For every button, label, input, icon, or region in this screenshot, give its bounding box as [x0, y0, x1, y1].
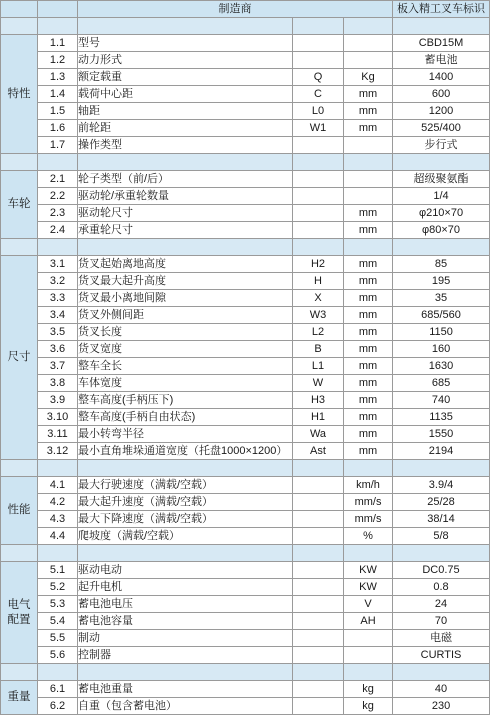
table-row — [1, 188, 490, 205]
separator-cell — [393, 18, 490, 35]
table-row — [1, 528, 490, 545]
separator-cell — [78, 545, 293, 562]
spec-symbol — [293, 137, 344, 154]
category-cell — [1, 171, 38, 239]
row-number: 3.4 — [38, 307, 78, 324]
spec-symbol — [293, 647, 344, 664]
spec-value: 0.8 — [393, 579, 490, 596]
row-number: 2.4 — [38, 222, 78, 239]
spec-value: 1135 — [393, 409, 490, 426]
table-row — [1, 681, 490, 698]
row-number: 5.3 — [38, 596, 78, 613]
spec-symbol — [293, 494, 344, 511]
spec-symbol — [293, 596, 344, 613]
separator-cell — [38, 664, 78, 681]
separator-cell — [38, 18, 78, 35]
category-cell — [1, 562, 38, 664]
separator-cell — [38, 460, 78, 477]
spec-symbol — [293, 698, 344, 715]
table-row — [1, 69, 490, 86]
spec-name: 货叉起始离地高度 — [78, 256, 293, 273]
spec-symbol: Ast — [293, 443, 344, 460]
spec-unit: mm/s — [344, 494, 393, 511]
spec-name: 驱动轮/承重轮数量 — [78, 188, 293, 205]
spec-value: 步行式 — [393, 137, 490, 154]
table-row — [1, 120, 490, 137]
separator-cell — [78, 18, 293, 35]
table-row — [1, 698, 490, 715]
row-number: 5.4 — [38, 613, 78, 630]
spec-value: 160 — [393, 341, 490, 358]
spec-value: 电磁 — [393, 630, 490, 647]
spec-unit: kg — [344, 698, 393, 715]
separator-cell — [344, 545, 393, 562]
spec-value: 525/400 — [393, 120, 490, 137]
row-number: 3.8 — [38, 375, 78, 392]
table-row — [1, 205, 490, 222]
spec-symbol: W1 — [293, 120, 344, 137]
table-row — [1, 341, 490, 358]
spec-value: 24 — [393, 596, 490, 613]
table-row — [1, 137, 490, 154]
separator-cell — [1, 664, 38, 681]
spec-unit: mm — [344, 273, 393, 290]
category-label: 特性 — [7, 87, 31, 100]
spec-unit: mm — [344, 290, 393, 307]
spec-name: 整车全长 — [78, 358, 293, 375]
separator-cell — [1, 545, 38, 562]
spec-name: 整车高度(手柄压下) — [78, 392, 293, 409]
spec-unit: mm — [344, 375, 393, 392]
spec-symbol: W3 — [293, 307, 344, 324]
spec-value: 蓄电池 — [393, 52, 490, 69]
spec-symbol — [293, 562, 344, 579]
row-number: 3.10 — [38, 409, 78, 426]
separator-cell — [78, 154, 293, 171]
spec-value: 1400 — [393, 69, 490, 86]
spec-symbol: H3 — [293, 392, 344, 409]
spec-value: 1/4 — [393, 188, 490, 205]
spec-name: 前轮距 — [78, 120, 293, 137]
section-separator — [1, 664, 490, 681]
spec-value: 超级聚氨酯 — [393, 171, 490, 188]
row-number: 1.6 — [38, 120, 78, 137]
spec-unit — [344, 630, 393, 647]
spec-value: φ80×70 — [393, 222, 490, 239]
separator-cell — [293, 154, 344, 171]
row-number: 3.1 — [38, 256, 78, 273]
spec-value: 1150 — [393, 324, 490, 341]
spec-symbol — [293, 528, 344, 545]
category-cell — [1, 35, 38, 154]
spec-name: 爬坡度（满载/空载） — [78, 528, 293, 545]
category-label: 电气配置 — [7, 598, 31, 626]
spec-unit: mm — [344, 222, 393, 239]
spec-name: 最小转弯半径 — [78, 426, 293, 443]
row-number: 4.2 — [38, 494, 78, 511]
spec-unit: mm — [344, 86, 393, 103]
table-row — [1, 494, 490, 511]
row-number: 3.3 — [38, 290, 78, 307]
table-row — [1, 273, 490, 290]
spec-value: 35 — [393, 290, 490, 307]
spec-symbol: H1 — [293, 409, 344, 426]
spec-value: 740 — [393, 392, 490, 409]
table-row — [1, 307, 490, 324]
table-row — [1, 375, 490, 392]
spec-symbol: C — [293, 86, 344, 103]
spec-symbol: L2 — [293, 324, 344, 341]
table-row — [1, 647, 490, 664]
category-cell — [1, 681, 38, 715]
separator-cell — [78, 664, 293, 681]
spec-name: 驱动轮尺寸 — [78, 205, 293, 222]
spec-name: 最大下降速度（满载/空载） — [78, 511, 293, 528]
spec-value: 685 — [393, 375, 490, 392]
spec-unit: mm/s — [344, 511, 393, 528]
table-row — [1, 392, 490, 409]
section-separator — [1, 545, 490, 562]
spec-symbol — [293, 613, 344, 630]
separator-cell — [344, 18, 393, 35]
spec-name: 货叉宽度 — [78, 341, 293, 358]
header-row — [1, 1, 490, 18]
spec-symbol — [293, 579, 344, 596]
spec-value: CURTIS — [393, 647, 490, 664]
spec-name: 蓄电池容量 — [78, 613, 293, 630]
spec-symbol — [293, 35, 344, 52]
row-number: 1.5 — [38, 103, 78, 120]
spec-unit: KW — [344, 562, 393, 579]
spec-name: 动力形式 — [78, 52, 293, 69]
table-row — [1, 171, 490, 188]
header-cell-empty — [1, 1, 38, 18]
spec-table-body — [1, 1, 490, 715]
table-row — [1, 35, 490, 52]
spec-unit: % — [344, 528, 393, 545]
spec-name: 货叉外侧间距 — [78, 307, 293, 324]
separator-cell — [78, 239, 293, 256]
spec-name: 控制器 — [78, 647, 293, 664]
separator-cell — [344, 664, 393, 681]
spec-value: CBD15M — [393, 35, 490, 52]
spec-name: 自重（包含蓄电池） — [78, 698, 293, 715]
table-row — [1, 324, 490, 341]
spec-unit — [344, 52, 393, 69]
spec-name: 额定载重 — [78, 69, 293, 86]
table-row — [1, 426, 490, 443]
spec-name: 操作类型 — [78, 137, 293, 154]
separator-cell — [344, 154, 393, 171]
spec-symbol — [293, 477, 344, 494]
row-number: 5.5 — [38, 630, 78, 647]
separator-cell — [1, 154, 38, 171]
spec-unit: mm — [344, 256, 393, 273]
separator-cell — [293, 18, 344, 35]
spec-unit: mm — [344, 307, 393, 324]
table-row — [1, 579, 490, 596]
spec-name: 承重轮尺寸 — [78, 222, 293, 239]
spec-unit: mm — [344, 426, 393, 443]
spec-symbol: H — [293, 273, 344, 290]
table-row — [1, 596, 490, 613]
spec-symbol — [293, 171, 344, 188]
separator-cell — [1, 18, 38, 35]
spec-name: 货叉最小离地间隙 — [78, 290, 293, 307]
spec-name: 型号 — [78, 35, 293, 52]
spec-symbol: W — [293, 375, 344, 392]
spec-unit: mm — [344, 443, 393, 460]
spec-symbol — [293, 681, 344, 698]
separator-cell — [38, 545, 78, 562]
category-label: 性能 — [7, 504, 31, 516]
row-number: 4.4 — [38, 528, 78, 545]
separator-cell — [393, 460, 490, 477]
spec-name: 制动 — [78, 630, 293, 647]
separator-cell — [393, 239, 490, 256]
separator-cell — [293, 545, 344, 562]
table-row — [1, 409, 490, 426]
spec-value: φ210×70 — [393, 205, 490, 222]
row-number: 1.3 — [38, 69, 78, 86]
spec-symbol: Q — [293, 69, 344, 86]
table-row — [1, 52, 490, 69]
header-cell-empty — [38, 1, 78, 18]
spec-value: 1630 — [393, 358, 490, 375]
section-separator — [1, 239, 490, 256]
spec-value: 230 — [393, 698, 490, 715]
spec-symbol: X — [293, 290, 344, 307]
category-cell — [1, 256, 38, 460]
spec-unit: mm — [344, 103, 393, 120]
spec-unit: mm — [344, 120, 393, 137]
table-row — [1, 443, 490, 460]
spec-value: 38/14 — [393, 511, 490, 528]
spec-symbol — [293, 511, 344, 528]
spec-name: 起升电机 — [78, 579, 293, 596]
spec-value: 1550 — [393, 426, 490, 443]
spec-unit: mm — [344, 409, 393, 426]
spec-value: 600 — [393, 86, 490, 103]
spec-value: 195 — [393, 273, 490, 290]
spec-name: 最大行驶速度（满载/空载） — [78, 477, 293, 494]
spec-unit: AH — [344, 613, 393, 630]
table-row — [1, 630, 490, 647]
spec-unit — [344, 647, 393, 664]
header-manufacturer: 制造商 — [78, 1, 393, 18]
section-separator — [1, 460, 490, 477]
separator-cell — [393, 545, 490, 562]
spec-name: 蓄电池重量 — [78, 681, 293, 698]
spec-symbol: L1 — [293, 358, 344, 375]
row-number: 3.9 — [38, 392, 78, 409]
spec-value: 1200 — [393, 103, 490, 120]
spec-unit: mm — [344, 341, 393, 358]
table-row — [1, 613, 490, 630]
spec-name: 最大起升速度（满载/空载） — [78, 494, 293, 511]
separator-cell — [293, 664, 344, 681]
spec-symbol — [293, 205, 344, 222]
spec-value: 2194 — [393, 443, 490, 460]
spec-name: 蓄电池电压 — [78, 596, 293, 613]
spec-unit — [344, 137, 393, 154]
section-separator — [1, 18, 490, 35]
row-number: 2.2 — [38, 188, 78, 205]
spec-value: 40 — [393, 681, 490, 698]
spec-name: 驱动电动 — [78, 562, 293, 579]
row-number: 2.1 — [38, 171, 78, 188]
spec-value: 685/560 — [393, 307, 490, 324]
spec-unit: mm — [344, 324, 393, 341]
table-row — [1, 562, 490, 579]
row-number: 3.7 — [38, 358, 78, 375]
spec-name: 货叉长度 — [78, 324, 293, 341]
spec-name: 整车高度(手柄自由状态) — [78, 409, 293, 426]
separator-cell — [1, 460, 38, 477]
row-number: 1.1 — [38, 35, 78, 52]
spec-value: 25/28 — [393, 494, 490, 511]
table-row — [1, 256, 490, 273]
row-number: 1.7 — [38, 137, 78, 154]
spec-value: 3.9/4 — [393, 477, 490, 494]
spec-value: 70 — [393, 613, 490, 630]
spec-name: 货叉最大起升高度 — [78, 273, 293, 290]
spec-symbol: L0 — [293, 103, 344, 120]
header-model-id: 板入精工叉车标识 — [393, 1, 490, 18]
spec-unit: km/h — [344, 477, 393, 494]
spec-unit — [344, 188, 393, 205]
row-number: 3.11 — [38, 426, 78, 443]
category-label: 重量 — [7, 691, 31, 703]
spec-name: 最小直角堆垛通道宽度（托盘1000×1200） — [78, 443, 293, 460]
table-row — [1, 290, 490, 307]
spec-value: 5/8 — [393, 528, 490, 545]
spec-unit: kg — [344, 681, 393, 698]
row-number: 1.2 — [38, 52, 78, 69]
table-row — [1, 477, 490, 494]
spec-value: DC0.75 — [393, 562, 490, 579]
spec-unit — [344, 35, 393, 52]
separator-cell — [344, 460, 393, 477]
row-number: 5.1 — [38, 562, 78, 579]
separator-cell — [344, 239, 393, 256]
row-number: 4.3 — [38, 511, 78, 528]
row-number: 6.2 — [38, 698, 78, 715]
separator-cell — [293, 239, 344, 256]
spec-symbol — [293, 188, 344, 205]
section-separator — [1, 154, 490, 171]
row-number: 3.5 — [38, 324, 78, 341]
category-label: 车轮 — [7, 198, 31, 210]
separator-cell — [293, 460, 344, 477]
table-row — [1, 103, 490, 120]
row-number: 4.1 — [38, 477, 78, 494]
row-number: 3.2 — [38, 273, 78, 290]
spec-symbol: H2 — [293, 256, 344, 273]
row-number: 2.3 — [38, 205, 78, 222]
spec-unit: KW — [344, 579, 393, 596]
separator-cell — [393, 664, 490, 681]
spec-unit: mm — [344, 392, 393, 409]
row-number: 3.6 — [38, 341, 78, 358]
spec-name: 轴距 — [78, 103, 293, 120]
category-label: 尺寸 — [7, 351, 31, 363]
spec-name: 载荷中心距 — [78, 86, 293, 103]
table-row — [1, 511, 490, 528]
spec-symbol — [293, 630, 344, 647]
row-number: 5.6 — [38, 647, 78, 664]
table-row — [1, 222, 490, 239]
separator-cell — [38, 154, 78, 171]
spec-symbol — [293, 52, 344, 69]
spec-unit: mm — [344, 205, 393, 222]
spec-symbol: Wa — [293, 426, 344, 443]
separator-cell — [1, 239, 38, 256]
spec-name: 车体宽度 — [78, 375, 293, 392]
row-number: 1.4 — [38, 86, 78, 103]
separator-cell — [393, 154, 490, 171]
spec-symbol — [293, 222, 344, 239]
spec-symbol: B — [293, 341, 344, 358]
row-number: 6.1 — [38, 681, 78, 698]
table-row — [1, 86, 490, 103]
separator-cell — [38, 239, 78, 256]
spec-unit: Kg — [344, 69, 393, 86]
spec-unit: V — [344, 596, 393, 613]
category-cell — [1, 477, 38, 545]
table-row — [1, 358, 490, 375]
row-number: 5.2 — [38, 579, 78, 596]
spec-name: 轮子类型（前/后） — [78, 171, 293, 188]
row-number: 3.12 — [38, 443, 78, 460]
spec-unit — [344, 171, 393, 188]
spec-value: 85 — [393, 256, 490, 273]
separator-cell — [78, 460, 293, 477]
spec-unit: mm — [344, 358, 393, 375]
